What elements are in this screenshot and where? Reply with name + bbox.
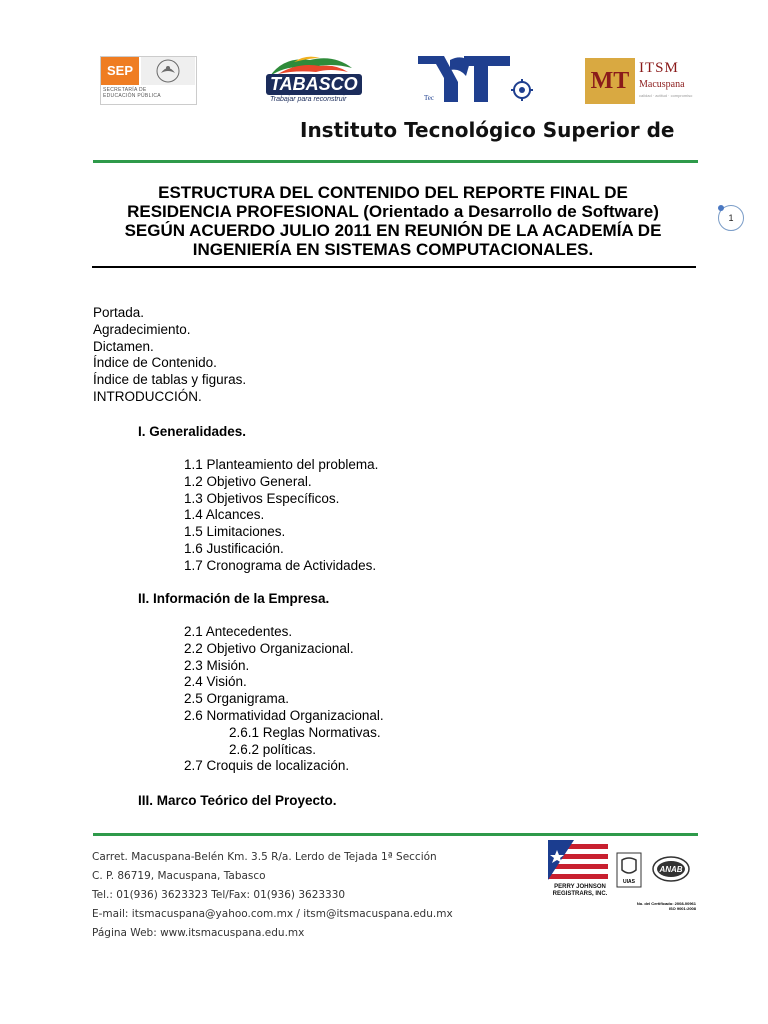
tecnm-logo: [414, 52, 536, 106]
footer-website: Página Web: www.itsmacuspana.edu.mx: [92, 927, 305, 939]
front-matter-list: [93, 305, 246, 406]
footer-city: C. P. 86719, Macuspana, Tabasco: [92, 870, 266, 882]
institution-name: Instituto Tecnológico Superior de: [300, 118, 675, 142]
footer-phone: Tel.: 01(936) 3623323 Tel/Fax: 01(936) 3623330: [92, 889, 346, 901]
section-heading: III. Marco Teórico del Proyecto.: [138, 793, 337, 808]
list-subitem: 2.6.2 políticas.: [229, 741, 317, 757]
list-subitem: 2.6.1 Reglas Normativas.: [229, 724, 381, 740]
itsm-logo-title: ITSM: [639, 60, 679, 76]
list-item: Portada.: [93, 305, 145, 320]
list-item: 1.7 Cronograma de Actividades.: [184, 557, 377, 573]
section-heading: I. Generalidades.: [138, 424, 247, 439]
list-item: Índice de tablas y figuras.: [93, 372, 247, 388]
sep-logo-label: SEP: [101, 57, 139, 85]
tabasco-slogan: Trabajar para reconstruir: [270, 96, 347, 103]
certificate-number: No. del Certificado: 2008-00961 ISO 9001:2008: [636, 901, 696, 911]
list-item: 1.4 Alcances.: [184, 507, 265, 523]
gear-icon: [511, 79, 533, 101]
list-item: 2.5 Organigrama.: [184, 691, 290, 707]
itsm-motto: calidad · actitud · compromiso: [639, 93, 693, 98]
list-item: 1.6 Justificación.: [184, 540, 284, 556]
uias-seal-icon: [616, 852, 642, 888]
page-marker-dot-icon: [718, 205, 724, 211]
list-item: INTRODUCCIÓN.: [93, 388, 202, 404]
list-item: 1.1 Planteamiento del problema.: [184, 457, 379, 472]
itsm-logo-subtitle: Macuspana: [639, 79, 685, 90]
page-number-badge: 1: [718, 205, 744, 231]
list-item: 2.1 Antecedentes.: [184, 624, 293, 639]
tabasco-logo: [264, 52, 356, 106]
document-title: ESTRUCTURA DEL CONTENIDO DEL REPORTE FINAL DE RESIDENCIA PROFESIONAL (Orientado a Desarrollo de Software) SEGÚN ACUERDO JULIO 2011 EN REUNIÓN DE LA ACADEMÍA DE INGENIERÍA EN SISTEMAS COMPUTACIONALES.: [124, 183, 662, 259]
footer-divider: [93, 833, 698, 836]
list-item: 2.2 Objetivo Organizacional.: [184, 640, 354, 656]
section-items: [184, 624, 384, 775]
list-item: Índice de Contenido.: [93, 355, 217, 371]
itsm-monogram: MT: [585, 58, 635, 104]
list-item: 2.4 Visión.: [184, 674, 247, 690]
perry-johnson-label: PERRY JOHNSON REGISTRARS, INC.: [552, 884, 608, 897]
uias-label: UIAS: [623, 879, 635, 885]
anab-seal-icon: [652, 856, 690, 882]
list-item: Dictamen.: [93, 338, 154, 354]
list-item: Agradecimiento.: [93, 321, 191, 337]
header-divider: [93, 160, 698, 163]
eagle-emblem-icon: [141, 57, 195, 85]
section-items: [184, 457, 378, 575]
title-underline: [92, 266, 696, 268]
list-item: 2.7 Croquis de localización.: [184, 758, 350, 774]
sep-subtitle: SECRETARÍA DE EDUCACIÓN PÚBLICA: [103, 87, 161, 99]
itsm-logo: [585, 58, 697, 104]
footer-email: E-mail: itsmacuspana@yahoo.com.mx / itsm@itsmacuspana.edu.mx: [92, 908, 453, 920]
footer-address: Carret. Macuspana-Belén Km. 3.5 R/a. Lerdo de Tejada 1ª Sección: [92, 851, 437, 863]
list-item: 1.2 Objetivo General.: [184, 473, 312, 489]
tabasco-logo-label: TABASCO: [266, 74, 362, 95]
sep-logo: [100, 56, 197, 105]
svg-text:Tec: Tec: [424, 94, 435, 102]
anab-label: ANAB: [659, 865, 683, 874]
section-heading: II. Información de la Empresa.: [138, 591, 330, 606]
list-item: 2.3 Misión.: [184, 657, 250, 673]
list-item: 1.5 Limitaciones.: [184, 524, 286, 540]
list-item: 2.6 Normatividad Organizacional.: [184, 707, 384, 723]
list-item: 1.3 Objetivos Específicos.: [184, 490, 340, 506]
